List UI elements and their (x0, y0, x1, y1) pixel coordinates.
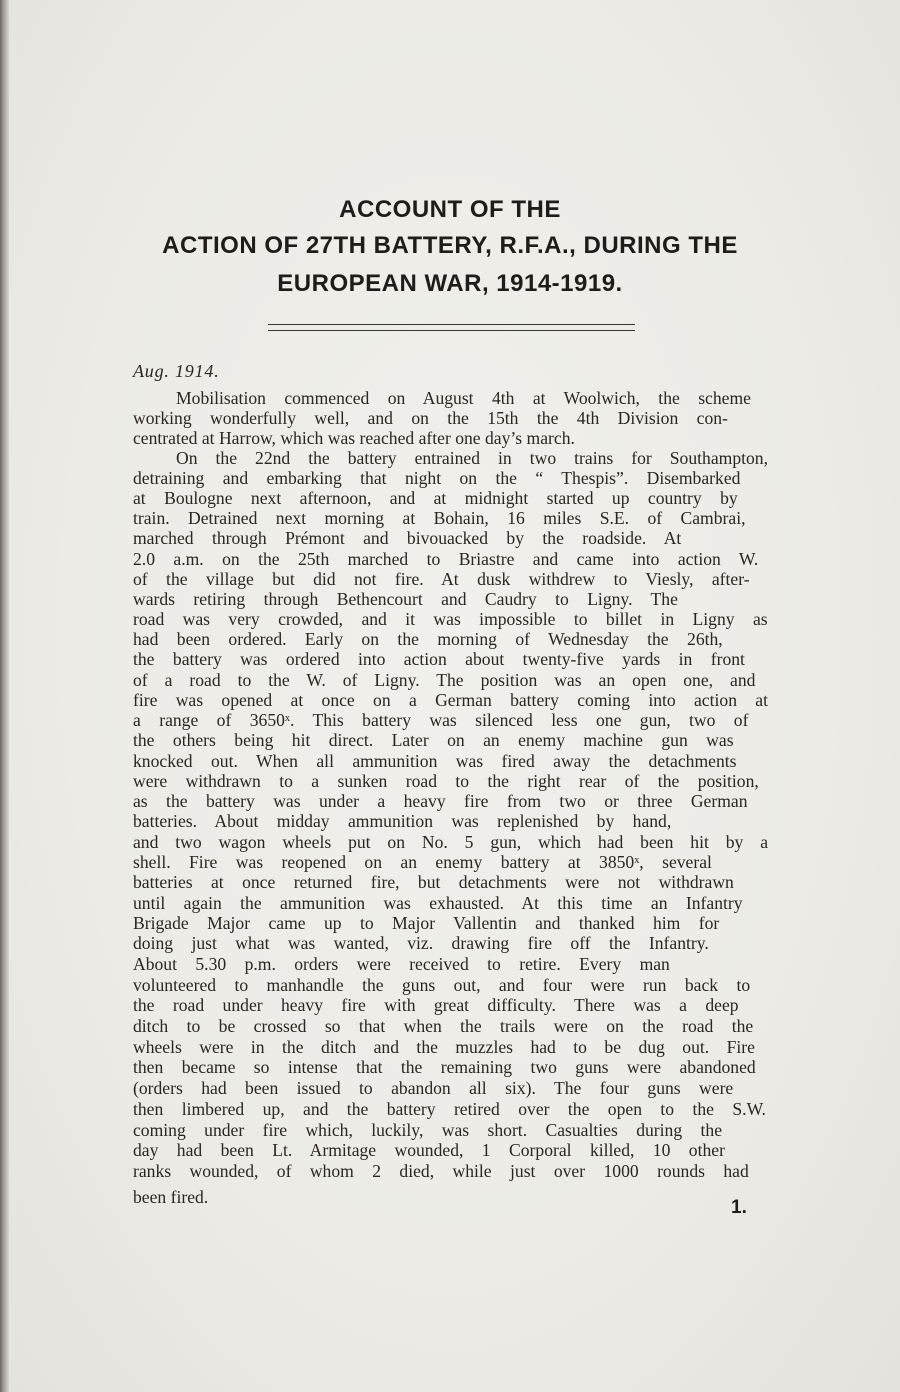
text-line: had been ordered. Early on the morning of Wednesday the 26th, (133, 629, 723, 649)
text-line: at Boulogne next afternoon, and at midnight started up country by (133, 488, 738, 508)
text-line: coming under fire which, luckily, was short. Casualties during the (133, 1120, 723, 1140)
text-line: marched through Prémont and bivouacked by the roadside. At (133, 528, 682, 548)
text-line: as the battery was under a heavy fire from two or three German (133, 791, 748, 811)
text-line: and two wagon wheels put on No. 5 gun, which had been hit by a (133, 832, 768, 852)
text-line: been fired. (133, 1187, 209, 1207)
text-line: then became so intense that the remaining two guns were abandoned (133, 1057, 756, 1077)
date-heading: Aug. 1914. (133, 361, 220, 381)
text-line: ranks wounded, of whom 2 died, while just over 1000 rounds had (133, 1161, 749, 1181)
text-line: On the 22nd the battery entrained in two trains for Southampton, (176, 448, 768, 468)
text-line: centrated at Harrow, which was reached after one day’s march. (133, 428, 575, 448)
text-line: train. Detrained next morning at Bohain, 16 miles S.E. of Cambrai, (133, 508, 746, 528)
text-line: batteries. About midday ammunition was replenished by hand, (133, 811, 672, 831)
title-divider-top (268, 324, 635, 325)
text-line: the road under heavy fire with great difficulty. There was a deep (133, 995, 739, 1015)
text-line: About 5.30 p.m. orders were received to retire. Every man (133, 954, 670, 974)
text-line: road was very crowded, and it was impossible to billet in Ligny as (133, 609, 768, 629)
text-line: working wonderfully well, and on the 15th the 4th Division con- (133, 408, 728, 428)
text-line: 2.0 a.m. on the 25th marched to Briastre and came into action W. (133, 549, 759, 569)
text-line: day had been Lt. Armitage wounded, 1 Corporal killed, 10 other (133, 1140, 725, 1160)
text-line: fire was opened at once on a German battery coming into action at (133, 690, 768, 710)
text-line: then limbered up, and the battery retired over the open to the S.W. (133, 1099, 766, 1119)
page-number: 1. (731, 1197, 747, 1218)
text-line: a range of 3650ˣ. This battery was silenced less one gun, two of (133, 710, 749, 730)
text-line: volunteered to manhandle the guns out, and four were run back to (133, 975, 751, 995)
text-line: of a road to the W. of Ligny. The position was an open one, and (133, 670, 756, 690)
text-line: wheels were in the ditch and the muzzles had to be dug out. Fire (133, 1037, 755, 1057)
text-line: detraining and embarking that night on the “ Thespis”. Disembarked (133, 468, 741, 488)
text-line: were withdrawn to a sunken road to the right rear of the position, (133, 771, 759, 791)
title-line-1: ACCOUNT OF THE (339, 196, 561, 223)
text-line: the battery was ordered into action about twenty-five yards in front (133, 649, 745, 669)
text-line: wards retiring through Bethencourt and Caudry to Ligny. The (133, 589, 678, 609)
text-line: of the village but did not fire. At dusk withdrew to Viesly, after- (133, 569, 750, 589)
text-line: Brigade Major came up to Major Vallentin and thanked him for (133, 913, 720, 933)
text-line: the others being hit direct. Later on an enemy machine gun was (133, 730, 734, 750)
text-line: shell. Fire was reopened on an enemy battery at 3850ˣ, several (133, 852, 712, 872)
text-line: knocked out. When all ammunition was fired away the detachments (133, 751, 737, 771)
title-line-2: ACTION OF 27TH BATTERY, R.F.A., DURING THE (162, 232, 738, 259)
text-line: (orders had been issued to abandon all six). The four guns were (133, 1078, 734, 1098)
text-line: until again the ammunition was exhausted. At this time an Infantry (133, 893, 743, 913)
title-line-3: EUROPEAN WAR, 1914-1919. (277, 270, 623, 297)
text-line: batteries at once returned fire, but detachments were not withdrawn (133, 872, 734, 892)
text-line: ditch to be crossed so that when the trails were on the road the (133, 1016, 754, 1036)
text-line: doing just what was wanted, viz. drawing fire off the Infantry. (133, 933, 709, 953)
title-divider-bottom (268, 330, 635, 331)
text-line: Mobilisation commenced on August 4th at Woolwich, the scheme (176, 388, 751, 408)
